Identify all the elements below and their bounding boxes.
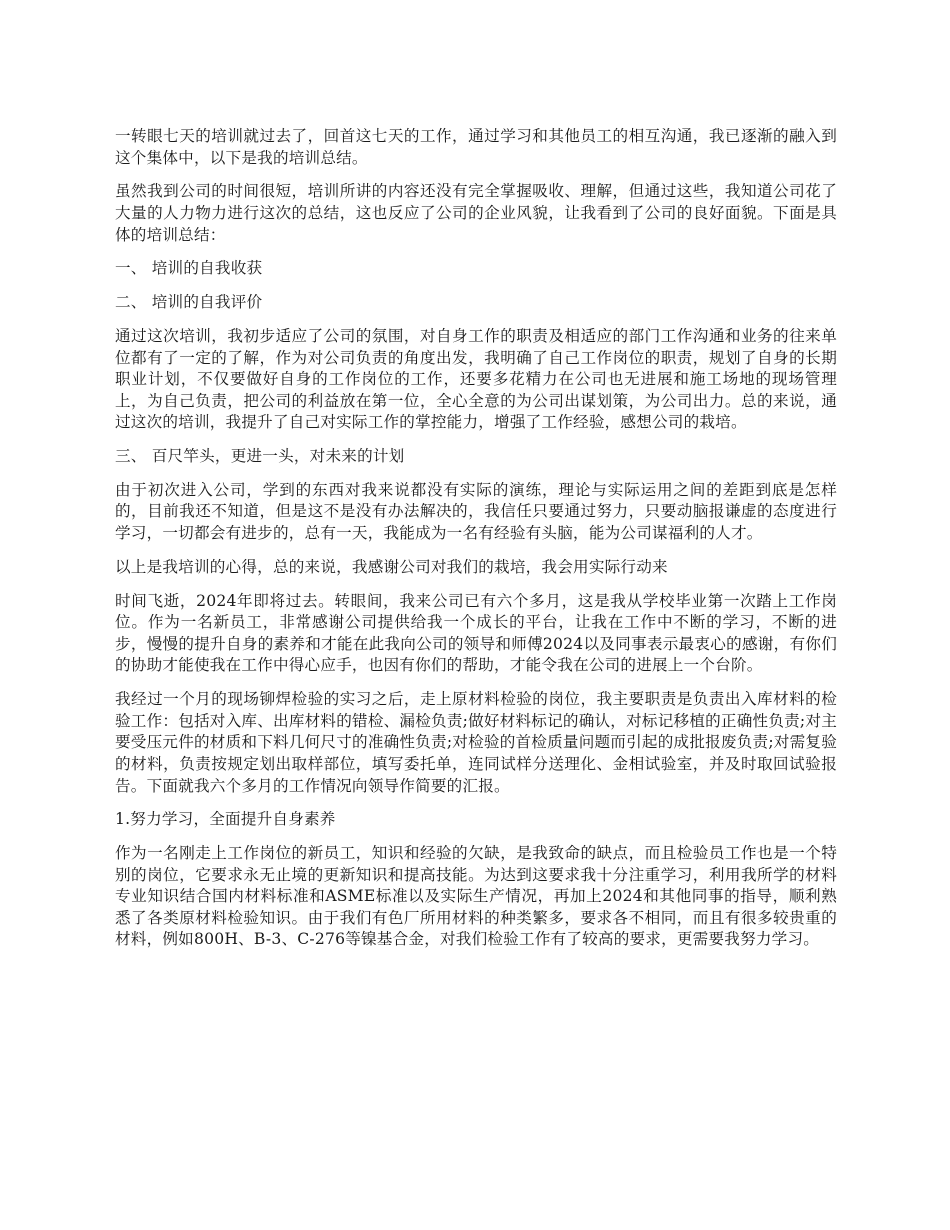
closing-paragraph: 以上是我培训的心得，总的来说，我感谢公司对我们的栽培，我会用实际行动来: [115, 557, 668, 576]
section-heading-study: 1.努力学习，全面提升自身素养: [115, 810, 336, 829]
section-heading-evaluation: 二、 培训的自我评价: [115, 293, 263, 312]
study-paragraph: 作为一名刚走上工作岗位的新员工，知识和经验的欠缺，是我致命的缺点，而且检验员工作也是一个特别的岗位，它要求永无止境的更新知识和提高技能。为达到这要求我十分注重学习，利用我所学的材料专业知识结合国内材料标准和ASME标准以及实际生产情况，再加上2024和其他同事的指导，顺利熟悉了各类原材料检验知识。由于我们有色厂所用材料的种类繁多，要求各不相同，而且有很多较贵重的材料，例如800H、B-3、C-276等镍基合金，对我们检验工作有了较高的要求，更需要我努力学习。: [115, 844, 837, 949]
section-heading-future-plan: 三、 百尺竿头，更进一头，对未来的计划: [115, 447, 405, 466]
duties-paragraph: 我经过一个月的现场铆焊检验的实习之后，走上原材料检验的岗位，我主要职责是负责出入库材料的检验工作：包括对入库、出库材料的错检、漏检负责;做好材料标记的确认，对标记移植的正确性负责;对主要受压元件的材质和下料几何尺寸的准确性负责;对检验的首检质量问题而引起的成批报废负责;对需复验的材料，负责按规定划出取样部位，填写委托单，连同试样分送理化、金相试验室，并及时取回试验报告。下面就我六个多月的工作情况向领导作简要的汇报。: [115, 690, 837, 795]
evaluation-paragraph: 通过这次培训，我初步适应了公司的氛围，对自身工作的职责及相适应的部门工作沟通和业务的往来单位都有了一定的了解，作为对公司负责的角度出发，我明确了自己工作岗位的职责，规划了自身的长期职业计划，不仅要做好自身的工作岗位的工作，还要多花精力在公司也无进展和施工场地的现场管理上，为自己负责，把公司的利益放在第一位，全心全意的为公司出谋划策，为公司出力。总的来说，通过这次的培训，我提升了自己对实际工作的掌控能力，增强了工作经验，感想公司的栽培。: [115, 326, 837, 432]
review-intro-paragraph: 时间飞逝，2024年即将过去。转眼间，我来公司已有六个多月，这是我从学校毕业第一次踏上工作岗位。作为一名新员工，非常感谢公司提供给我一个成长的平台，让我在工作中不断的学习，不断的进步，慢慢的提升自身的素养和才能在此我向公司的领导和师傅2024以及同事表示最衷心的感谢，有你们的协助才能使我在工作中得心应手，也因有你们的帮助，才能令我在公司的进展上一个台阶。: [115, 591, 837, 675]
document-body: [115, 126, 837, 963]
background-paragraph: 虽然我到公司的时间很短，培训所讲的内容还没有完全掌握吸收、理解，但通过这些，我知道公司花了大量的人力物力进行这次的总结，这也反应了公司的企业风貌，让我看到了公司的良好面貌。下面是具体的培训总结：: [115, 182, 837, 244]
future-plan-paragraph: 由于初次进入公司，学到的东西对我来说都没有实际的演练，理论与实际运用之间的差距到底是怎样的，目前我还不知道，但是这不是没有办法解决的，我信任只要通过努力，只要动脑报谦虚的态度进行学习，一切都会有进步的，总有一天，我能成为一名有经验有头脑，能为公司谋福利的人才。: [115, 480, 837, 543]
intro-paragraph: 一转眼七天的培训就过去了，回首这七天的工作，通过学习和其他员工的相互沟通，我已逐渐的融入到这个集体中，以下是我的培训总结。: [115, 127, 837, 167]
section-heading-gains: 一、 培训的自我收获: [115, 259, 263, 278]
